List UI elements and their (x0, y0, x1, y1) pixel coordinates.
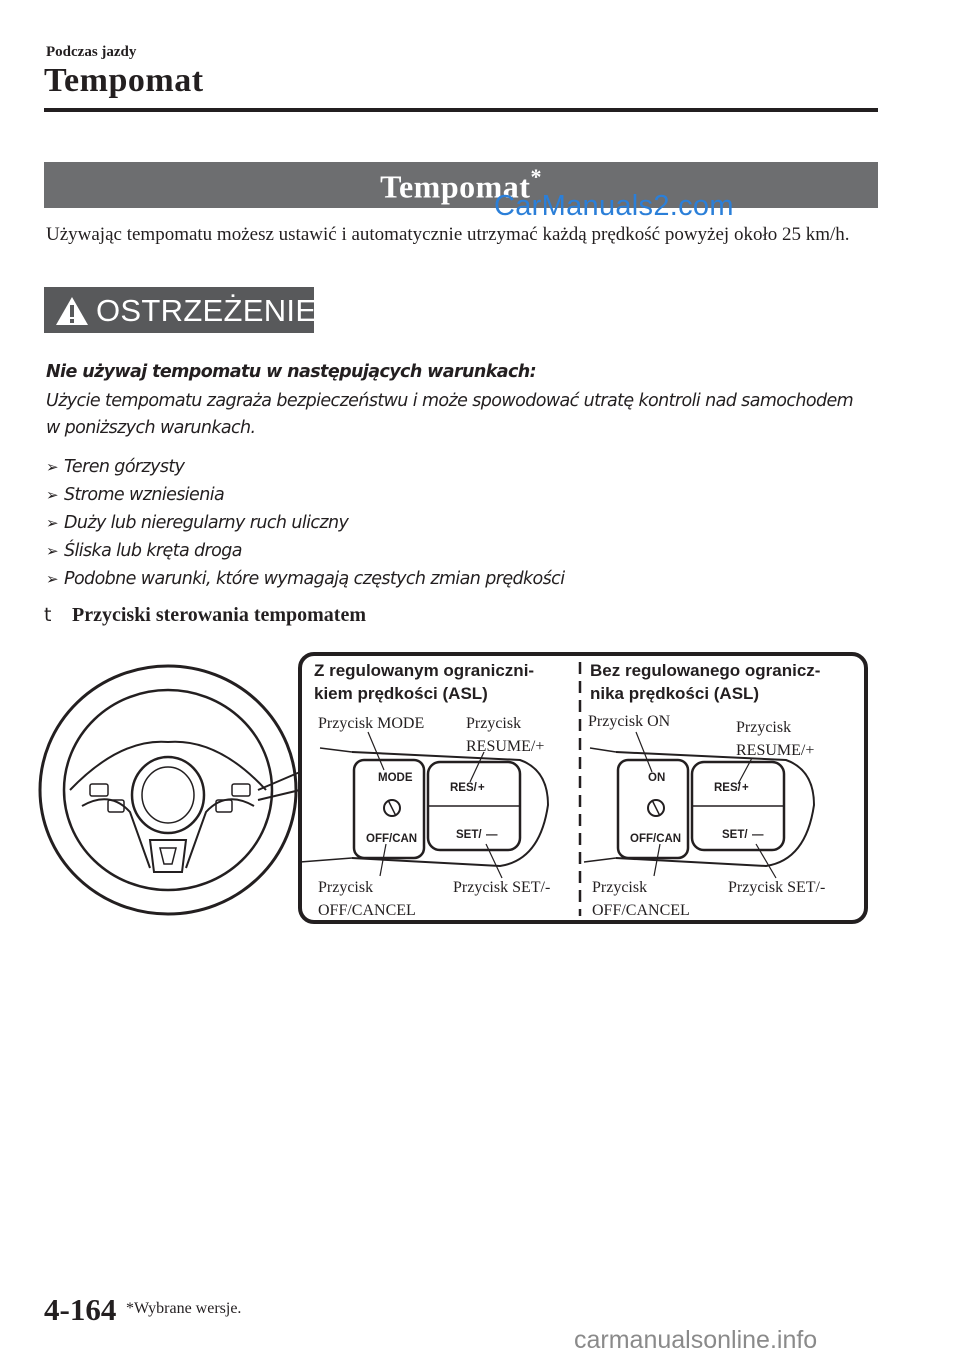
section-category: Podczas jazdy (46, 44, 137, 60)
warning-label: OSTRZEŻENIE (96, 293, 317, 328)
warning-heading: Nie używaj tempomatu w następujących warunkach: (46, 362, 536, 382)
banner-title: Tempomat* (380, 164, 542, 205)
label-resume-button: RESUME/+ (466, 738, 545, 755)
list-item: ➢ Podobne warunki, które wymagają częstych zmian prędkości (46, 565, 564, 593)
subsection-marker: t (44, 604, 52, 626)
warning-text: Użycie tempomatu zagraża bezpieczeństwu i może spowodować utratę kontroli nad samochodem w poniższych warunkach. (46, 391, 854, 438)
list-item: ➢ Duży lub nieregularny ruch uliczny (46, 509, 564, 537)
subsection-heading: t Przyciski sterowania tempomatem (44, 604, 367, 626)
mode-button[interactable]: MODE (378, 772, 413, 784)
label-set-button: Przycisk SET/- (728, 879, 826, 896)
footer-watermark-link[interactable]: carmanualsonline.info (574, 1326, 818, 1354)
label-resume-button: RESUME/+ (736, 742, 815, 759)
label-set-button: Przycisk SET/- (453, 879, 551, 896)
bullet-arrow-icon: ➢ (46, 486, 58, 504)
set-button[interactable]: SET/ (456, 829, 482, 841)
set-button[interactable]: SET/ (722, 829, 748, 841)
footnote: *Wybrane wersje. (126, 1300, 242, 1317)
bullet-arrow-icon: ➢ (46, 542, 58, 560)
label-off-cancel-button: Przycisk (318, 879, 374, 896)
list-item: ➢ Teren górzysty (46, 453, 564, 481)
plus-icon: + (742, 782, 749, 794)
plus-icon: + (478, 782, 485, 794)
off-cancel-button[interactable]: OFF/CAN (366, 833, 418, 845)
label-off-cancel-button: Przycisk (592, 879, 648, 896)
panel-left-heading: Z regulowanym ograniczni- (314, 661, 535, 680)
label-mode-button: Przycisk MODE (318, 715, 425, 732)
intro-paragraph: Używając tempomatu możesz ustawić i automatycznie utrzymać każdą prędkość powyżej około 25 km/h. (46, 224, 850, 245)
section-title: Tempomat (44, 62, 204, 99)
watermark-link[interactable]: CarManuals2.com (494, 190, 734, 222)
bullet-arrow-icon: ➢ (46, 570, 58, 588)
minus-icon: — (486, 829, 498, 841)
list-item: ➢ Śliska lub kręta droga (46, 537, 564, 565)
bullet-arrow-icon: ➢ (46, 514, 58, 532)
label-off-cancel-button: OFF/CANCEL (592, 902, 690, 919)
steering-wheel-illustration (40, 666, 300, 914)
label-on-button: Przycisk ON (588, 713, 671, 730)
label-resume-button: Przycisk (466, 715, 522, 732)
panel-left-heading: kiem prędkości (ASL) (314, 684, 488, 703)
page-number: 4-164 (44, 1292, 117, 1327)
panel-right-heading: Bez regulowanego ogranicz- (590, 661, 821, 680)
label-off-cancel-button: OFF/CANCEL (318, 902, 416, 919)
bullet-arrow-icon: ➢ (46, 458, 58, 476)
off-cancel-button[interactable]: OFF/CAN (630, 833, 682, 845)
list-item: ➢ Strome wzniesienia (46, 481, 564, 509)
option-asterisk: * (530, 164, 542, 189)
label-resume-button: Przycisk (736, 719, 792, 736)
on-button[interactable]: ON (648, 772, 666, 784)
panel-right-heading: nika prędkości (ASL) (590, 684, 760, 703)
resume-button[interactable]: RES/ (714, 782, 741, 794)
minus-icon: — (752, 829, 764, 841)
resume-button[interactable]: RES/ (450, 782, 477, 794)
